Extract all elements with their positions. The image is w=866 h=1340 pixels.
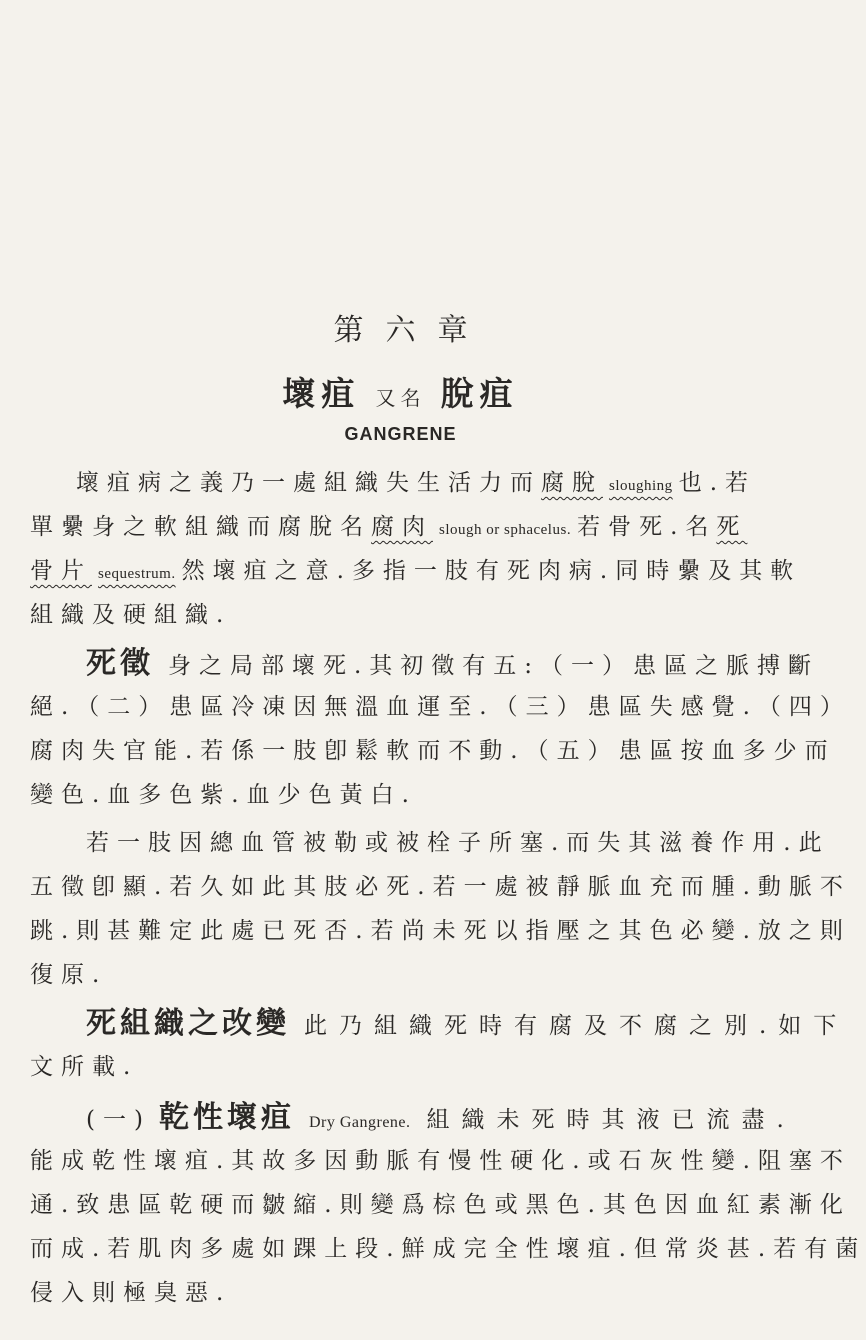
text-run: 跳.則甚難定此處已死否.若尚未死以指壓之其色必變.放之則 (30, 918, 851, 944)
term-underlined: 死 (716, 514, 748, 540)
text-run: 單纍身之軟組織而腐脫名 (30, 514, 371, 540)
text-run: 五徵卽顯.若久如此其肢必死.若一處被靜脈血充而腫.動脈不 (30, 874, 851, 900)
text-run: 侵入則極臭惡. (30, 1280, 232, 1306)
text-run: 然壞疽之意.多指一肢有死肉病.同時纍及其軟 (181, 558, 802, 584)
text-run: 通.致患區乾硬而皺縮.則變爲棕色或黑色.其色因血紅素漸化 (30, 1192, 851, 1218)
text-line (30, 1188, 851, 1222)
latin-term: Dry Gangrene. (308, 1114, 411, 1131)
title-main: 壞疽 (282, 374, 361, 413)
text-run: 腐肉失官能.若係一肢卽鬆軟而不動.（五）患區按血多少而 (30, 738, 836, 764)
text-line (30, 778, 772, 812)
text-line (30, 826, 830, 860)
title-aka: 又名 (375, 386, 426, 410)
text-line (30, 958, 772, 992)
chapter-heading: 第六章 (333, 313, 490, 348)
section-heading: 乾性壞疽 (158, 1100, 295, 1135)
title-line (0, 368, 801, 415)
text-line (30, 598, 772, 632)
title-alt: 脫疽 (440, 374, 519, 413)
text-run: 復原. (30, 962, 108, 988)
latin-term: slough or sphacelus. (439, 522, 572, 538)
text-run: 身之局部壞死.其初徵有五:（一）患區之脈搏斷 (168, 653, 820, 679)
text-run: 而成.若肌肉多處如踝上段.鮮成完全性壞疽.但常炎甚.若有菌 (30, 1236, 866, 1262)
term-underlined: 骨片 (30, 558, 92, 584)
text-run: 壞疽病之義乃一處組織失生活力而 (76, 470, 541, 496)
text-line (30, 914, 851, 948)
text-run: 絕.（二）患區冷凍因無溫血運至.（三）患區失感覺.（四） (30, 694, 851, 720)
section-heading: 死徵 (86, 646, 154, 681)
latin-term: sloughing (609, 478, 673, 494)
term-underlined: 腐脫 (541, 470, 603, 496)
text-line (30, 1276, 772, 1310)
text-line (30, 1144, 851, 1178)
text-line (30, 1232, 866, 1266)
text-line (30, 510, 772, 544)
text-run: 組織未死時其液已流盡. (426, 1107, 796, 1133)
text-run: 若骨死.名 (577, 514, 717, 540)
text-line (30, 644, 820, 684)
text-line (30, 1098, 796, 1138)
text-line (30, 466, 772, 500)
section-heading: 死組織之改變 (86, 1006, 290, 1041)
text-line (30, 734, 836, 768)
text-run: 文所載. (30, 1054, 139, 1080)
latin-term: sequestrum. (98, 566, 176, 582)
text-line (30, 1004, 849, 1044)
term-underlined: 腐肉 (371, 514, 433, 540)
text-run: 也.若 (678, 470, 756, 496)
text-run: 此乃組織死時有腐及不腐之別.如下 (304, 1013, 849, 1039)
text-line (30, 1050, 772, 1084)
text-run: 若一肢因總血管被勒或被栓子所塞.而失其滋養作用.此 (86, 830, 830, 856)
text-line (30, 870, 851, 904)
text-line (30, 690, 851, 724)
text-run: 組織及硬組織. (30, 602, 232, 628)
text-line (30, 554, 802, 588)
text-run: 變色.血多色紫.血少色黃白. (30, 782, 417, 808)
text-run: 能成乾性壞疽.其故多因動脈有慢性硬化.或石灰性變.阻塞不 (30, 1148, 851, 1174)
list-prefix: (一) (86, 1107, 151, 1133)
title-english: GANGRENE (344, 424, 457, 444)
